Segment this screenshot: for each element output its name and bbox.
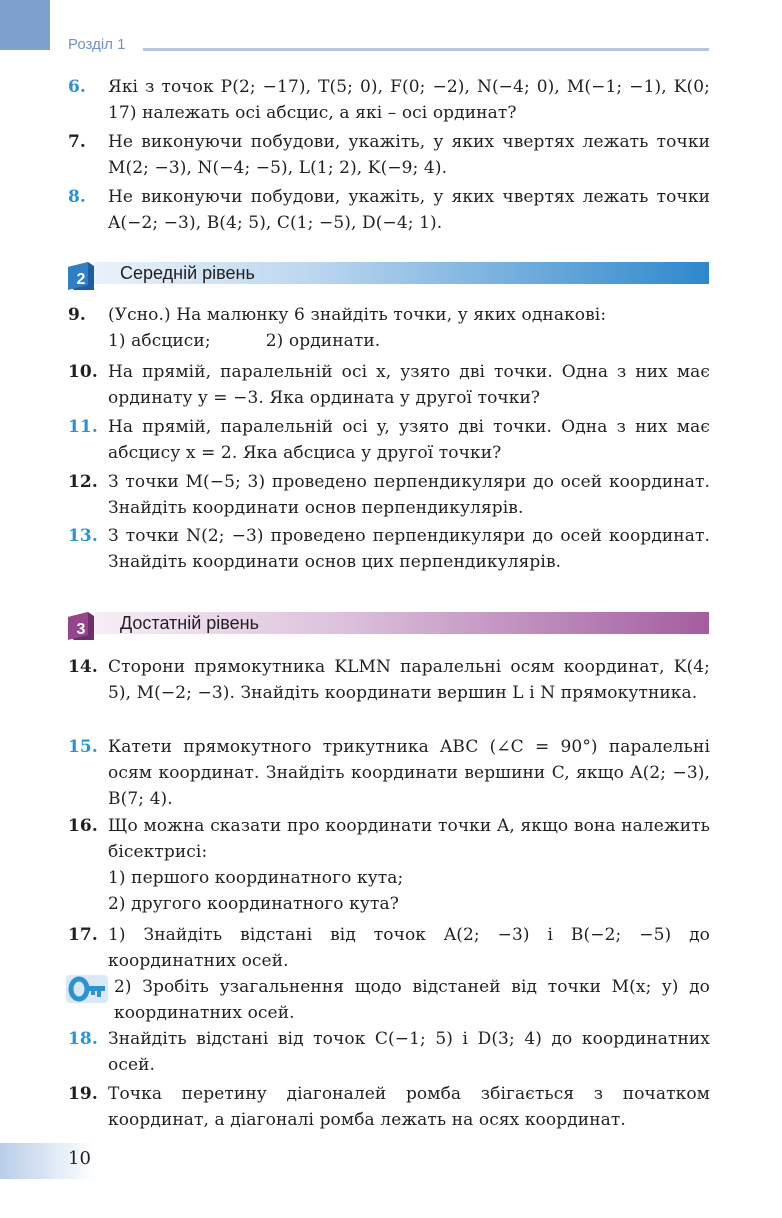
problem-15 xyxy=(68,734,710,812)
problem-subitem: 2) другого координатного кута? xyxy=(108,894,399,914)
section-title: Достатній рівень xyxy=(120,613,259,633)
problem-text: На прямій, паралельній осі y, узято дві точки. Одна з них має абсцису x = 2. Яка абсциса у другої точки? xyxy=(108,417,710,463)
problem-number: 12. xyxy=(68,472,98,492)
problem-16 xyxy=(68,813,710,917)
corner-decoration xyxy=(0,0,50,50)
page-number: 10 xyxy=(68,1148,91,1169)
problem-text: З точки M(−5; 3) проведено перпендикуляри до осей координат. Знайдіть координати основ перпендикулярів. xyxy=(108,472,710,518)
section-medium-level xyxy=(68,262,709,288)
problem-text: Точка перетину діагоналей ромба збігається з початком координат, а діагоналі ромба лежать на осях координат. xyxy=(108,1084,710,1130)
level-badge-number: 3 xyxy=(76,621,86,638)
problem-subitem: 1) першого координатного кута; xyxy=(108,868,404,888)
level-badge-icon xyxy=(68,612,94,640)
problem-text: 1) Знайдіть відстані від точок A(2; −3) і B(−2; −5) до координатних осей. xyxy=(108,925,710,971)
problem-13 xyxy=(68,523,710,575)
level-badge-icon xyxy=(68,262,94,290)
section-sufficient-level xyxy=(68,612,709,638)
problem-number: 14. xyxy=(68,657,98,677)
problem-text: Не виконуючи побудови, укажіть, у яких чвертях лежать точки M(2; −3), N(−4; −5), L(1; 2), K(−9; 4). xyxy=(108,132,710,178)
problem-8 xyxy=(68,184,710,236)
problem-12 xyxy=(68,469,710,521)
problem-17 xyxy=(68,922,710,1026)
problem-18 xyxy=(68,1026,710,1078)
problem-7 xyxy=(68,129,710,181)
problem-text: На прямій, паралельній осі x, узято дві точки. Одна з них має ординату y = −3. Яка ордината у другої точки? xyxy=(108,362,710,408)
problem-11 xyxy=(68,414,710,466)
problem-text: З точки N(2; −3) проведено перпендикуляри до осей координат. Знайдіть координати основ цих перпендикулярів. xyxy=(108,526,710,572)
problem-number: 11. xyxy=(68,417,98,437)
problem-19 xyxy=(68,1081,710,1133)
problem-number: 7. xyxy=(68,132,86,152)
problem-14 xyxy=(68,654,710,706)
problem-number: 17. xyxy=(68,925,98,945)
problem-subitem: 2) Зробіть узагальнення щодо відстаней від точки M(x; y) до координатних осей. xyxy=(114,977,710,1023)
problem-number: 13. xyxy=(68,526,98,546)
section-title: Середній рівень xyxy=(120,263,255,283)
problem-number: 19. xyxy=(68,1084,98,1104)
header-rule xyxy=(143,48,709,51)
problem-subitems: 1) абсциси; 2) ординати. xyxy=(108,331,381,351)
problem-number: 18. xyxy=(68,1029,98,1049)
problem-text: Які з точок P(2; −17), T(5; 0), F(0; −2), N(−4; 0), M(−1; −1), K(0; 17) належать осі абсцис, а які – осі ординат? xyxy=(108,77,710,123)
problem-number: 15. xyxy=(68,737,98,757)
level-badge-number: 2 xyxy=(76,271,86,288)
problem-text: Знайдіть відстані від точок C(−1; 5) і D(3; 4) до координатних осей. xyxy=(108,1029,710,1075)
problem-text: Катети прямокутного трикутника ABC (∠C = 90°) паралельні осям координат. Знайдіть координати вершини C, якщо A(2; −3), B(7; 4). xyxy=(108,737,710,809)
problem-9 xyxy=(68,302,710,354)
problem-text: Що можна сказати про координати точки A, якщо вона належить бісектрисі: xyxy=(108,816,710,862)
problem-6 xyxy=(68,74,710,126)
problem-number: 9. xyxy=(68,305,86,325)
problem-number: 16. xyxy=(68,816,98,836)
problem-text: (Усно.) На малюнку 6 знайдіть точки, у яких однакові: xyxy=(108,305,607,325)
chapter-label: Розділ 1 xyxy=(68,36,126,53)
problem-text: Не виконуючи побудови, укажіть, у яких чвертях лежать точки A(−2; −3), B(4; 5), C(1; −5), D(−4; 1). xyxy=(108,187,710,233)
problem-number: 10. xyxy=(68,362,98,382)
problem-number: 6. xyxy=(68,77,86,97)
problem-10 xyxy=(68,359,710,411)
problem-text: Сторони прямокутника KLMN паралельні осям координат, K(4; 5), M(−2; −3). Знайдіть координати вершин L і N прямокутника. xyxy=(108,657,710,703)
problem-number: 8. xyxy=(68,187,86,207)
key-icon xyxy=(66,973,110,1005)
